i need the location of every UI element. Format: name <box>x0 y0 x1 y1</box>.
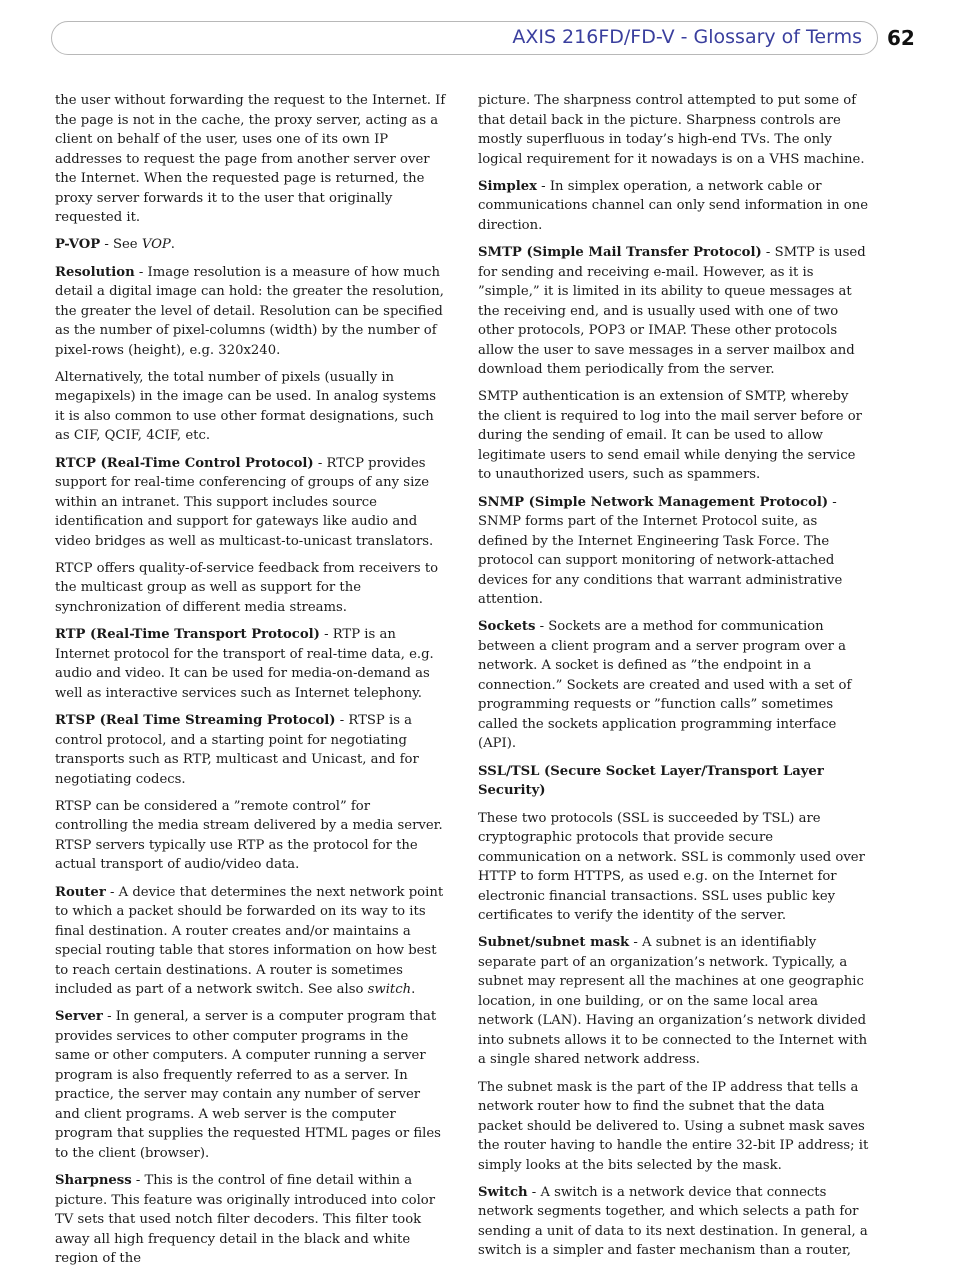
term-separator: - <box>319 627 333 643</box>
glossary-term: SSL/TSL (Secure Socket Layer/Transport Layer Security) <box>478 763 824 799</box>
term-separator: - <box>527 1184 541 1200</box>
definition-text: Image resolution is a measure of how much detail a digital image can hold: the greater the resolution, the greater the level of detail. Resolution can be specified as the number of pixel-columns (width) by the number of pixel-rows (height), e.g. 320x240. <box>55 264 444 358</box>
definition-text: Sockets are a method for communication between a client program and a server program over a network. A socket is defined as ”the endpoint in a connection.” Sockets are created and used with a set of programming requests or ”function calls” sometimes called the sockets application programming interface (API). <box>478 619 852 752</box>
term-separator: - <box>335 713 349 729</box>
glossary-paragraph <box>478 243 870 380</box>
glossary-term: Router <box>55 884 106 900</box>
glossary-paragraph <box>55 559 447 618</box>
term-separator: - <box>761 245 775 261</box>
glossary-paragraph <box>478 809 870 926</box>
glossary-term: RTSP (Real Time Streaming Protocol) <box>55 713 336 729</box>
glossary-paragraph <box>478 1183 870 1261</box>
definition-text: RTCP offers quality-of-service feedback from receivers to the multicast group as well as support for the synchronization of different media streams. <box>55 560 439 615</box>
glossary-paragraph <box>478 1078 870 1176</box>
glossary-term: SMTP (Simple Mail Transfer Protocol) <box>478 245 762 261</box>
glossary-term: Sockets <box>478 619 536 635</box>
definition-text: This is the control of fine detail within a picture. This feature was originally introduced into color TV sets that used notch filter decoders. This filter took away all high frequency detail in the black and white region of the <box>55 1173 436 1267</box>
glossary-paragraph <box>478 177 870 236</box>
glossary-paragraph <box>55 797 447 875</box>
definition-tail: . <box>411 982 416 998</box>
term-separator: - <box>536 178 550 194</box>
definition-text: SNMP forms part of the Internet Protocol suite, as defined by the Internet Engineering Task Force. The protocol can support monitoring of network-attached devices for any conditions that warrant administrative attention. <box>478 514 843 608</box>
glossary-term: Switch <box>478 1184 528 1200</box>
term-separator: - <box>105 884 119 900</box>
glossary-paragraph <box>55 235 447 255</box>
glossary-paragraph <box>55 263 447 361</box>
glossary-paragraph <box>478 762 870 801</box>
glossary-paragraph <box>478 493 870 610</box>
glossary-paragraph <box>478 617 870 754</box>
glossary-term: Subnet/subnet mask <box>478 935 630 951</box>
glossary-term: RTP (Real-Time Transport Protocol) <box>55 627 320 643</box>
definition-text: RTSP can be considered a ”remote control” for controlling the media stream delivered by a media server. RTSP servers typically use RTP as the protocol for the actual transport of audio/video data. <box>55 798 443 873</box>
glossary-paragraph <box>55 368 447 446</box>
term-separator: - <box>535 619 549 635</box>
definition-text: A switch is a network device that connects network segments together, and which selects a path for sending a unit of data to its next destination. In general, a switch is a simpler and faster mechanism than a router, <box>478 1184 868 1259</box>
definition-emphasis: VOP <box>141 237 171 253</box>
term-separator: - <box>629 935 643 951</box>
term-separator: - <box>100 237 113 253</box>
glossary-paragraph <box>55 625 447 703</box>
glossary-term: Sharpness <box>55 1173 132 1189</box>
glossary-paragraph <box>55 711 447 789</box>
definition-text: A device that determines the next network point to which a packet should be forwarded on its way to its final destination. A router creates and/or maintains a special routing table that stores information on how best to reach certain destinations. A router is sometimes included as part of a network switch. See also <box>55 884 444 998</box>
definition-text: SMTP is used for sending and receiving e-mail. However, as it is ”simple,” it is limited in its ability to queue messages at the receiving end, and is usually used with one of two other protocols, POP3 or IMAP. These other protocols allow the user to save messages in a server mailbox and download them periodically from the server. <box>478 245 866 378</box>
glossary-term: Resolution <box>55 264 135 280</box>
definition-text: See <box>112 237 142 253</box>
term-separator: - <box>102 1009 116 1025</box>
term-separator: - <box>828 494 837 510</box>
glossary-paragraph <box>55 1171 447 1269</box>
right-column <box>478 91 870 1269</box>
glossary-term: Simplex <box>478 178 537 194</box>
page-title: AXIS 216FD/FD-V - Glossary of Terms <box>512 26 862 48</box>
definition-text: In general, a server is a computer program that provides services to other computer programs in the same or other computers. A computer running a server program is also frequently referred to as a server. In practice, the server may contain any number of server and client programs. A web server is the computer program that supplies the requested HTML pages or files to the client (browser). <box>55 1009 441 1161</box>
definition-text: In simplex operation, a network cable or communications channel can only send information in one direction. <box>478 178 869 233</box>
definition-text: RTP is an Internet protocol for the transport of real-time data, e.g. audio and video. It can be used for media-on-demand as well as interactive services such as Internet telephony. <box>55 627 434 701</box>
left-column <box>55 91 447 1277</box>
glossary-paragraph <box>478 933 870 1070</box>
glossary-term: RTCP (Real-Time Control Protocol) <box>55 455 314 471</box>
definition-text: RTSP is a control protocol, and a starting point for negotiating transports such as RTP, multicast and Unicast, and for negotiating codecs. <box>55 713 419 787</box>
term-separator: - <box>313 455 327 471</box>
page-number: 62 <box>887 26 915 50</box>
term-separator: - <box>131 1173 145 1189</box>
definition-text: These two protocols (SSL is succeeded by TSL) are cryptographic protocols that provide secure communication on a network. SSL is commonly used over HTTP to form HTTPS, as used e.g. on the Internet for electronic financial transactions. SSL uses public key certificates to verify the identity of the server. <box>478 810 865 924</box>
definition-text: A subnet is an identifiably separate part of an organization’s network. Typically, a subnet may represent all the machines at one geographic location, in one building, or on the same local area network (LAN). Having an organization’s network divided into subnets allows it to be connected to the Internet with a single shared network address. <box>478 935 868 1068</box>
definition-text: Alternatively, the total number of pixels (usually in megapixels) in the image can be used. In analog systems it is also common to use other format designations, such as CIF, QCIF, 4CIF, etc. <box>55 369 437 444</box>
glossary-paragraph <box>55 454 447 552</box>
definition-text: the user without forwarding the request to the Internet. If the page is not in the cache, the proxy server, acting as a client on behalf of the user, uses one of its own IP addresses to request the page from another server over the Internet. When the requested page is returned, the proxy server forwards it to the user that originally requested it. <box>55 93 446 225</box>
glossary-paragraph <box>478 387 870 485</box>
glossary-term: SNMP (Simple Network Management Protocol) <box>478 494 829 510</box>
definition-emphasis: switch <box>367 982 412 998</box>
glossary-term: P-VOP <box>55 237 101 253</box>
glossary-paragraph <box>55 883 447 1000</box>
definition-text: picture. The sharpness control attempted to put some of that detail back in the picture. Sharpness controls are mostly superfluous in today’s high-end TVs. The only logical requirement for it nowadays is on a VHS machine. <box>478 93 865 167</box>
term-separator: - <box>134 264 148 280</box>
glossary-paragraph <box>55 1007 447 1163</box>
glossary-term: Server <box>55 1009 103 1025</box>
glossary-paragraph <box>55 91 447 228</box>
definition-text: RTCP provides support for real-time conferencing of groups of any size within an intranet. This support includes source identification and support for gateways like audio and video bridges as well as multicast-to-unicast translators. <box>55 455 434 549</box>
definition-text: SMTP authentication is an extension of SMTP, whereby the client is required to log into the mail server before or during the sending of email. It can be used to allow legitimate users to send email while denying the service to unauthorized users, such as spammers. <box>478 389 862 483</box>
definition-tail: . <box>170 237 175 253</box>
definition-text: The subnet mask is the part of the IP address that tells a network router how to find the subnet that the data packet should be delivered to. Using a subnet mask saves the router having to handle the entire 32-bit IP address; it simply looks at the bits selected by the mask. <box>478 1079 869 1173</box>
glossary-paragraph <box>478 91 870 169</box>
